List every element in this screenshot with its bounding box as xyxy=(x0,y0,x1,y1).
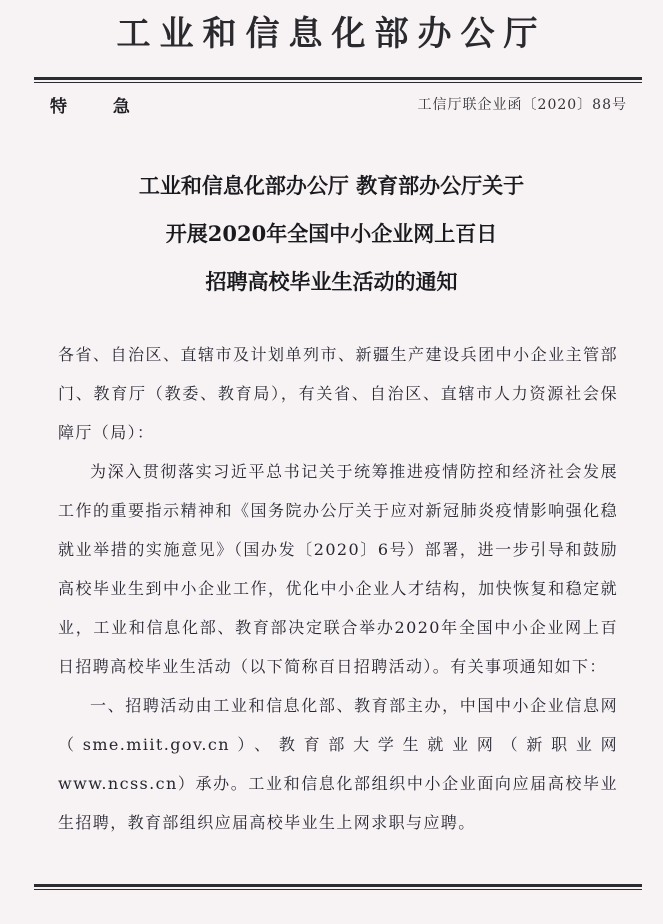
body-paragraph-2: 一、招聘活动由工业和信息化部、教育部主办，中国中小企业信息网（sme.miit.gov.cn）、教育部大学生就业网（新职业网www.ncss.cn）承办。工业和信息化部组织中小企业面向应届高校毕业生招聘，教育部组织应届高校毕业生上网求职与应聘。 xyxy=(58,696,618,832)
document-number: 工信厅联企业函〔2020〕88号 xyxy=(417,97,627,113)
document-body xyxy=(58,335,618,842)
header-divider-rule xyxy=(34,77,642,83)
title-line-1: 工业和信息化部办公厅 教育部办公厅关于 xyxy=(138,173,525,198)
footer-divider-rule xyxy=(34,884,642,890)
addressee-paragraph: 各省、自治区、直辖市及计划单列市、新疆生产建设兵团中小企业主管部门、教育厅（教委、教育局），有关省、自治区、直辖市人力资源社会保障厅（局）： xyxy=(58,345,618,442)
title-line-3: 招聘高校毕业生活动的通知 xyxy=(205,269,458,294)
priority-label: 特 急 xyxy=(50,97,150,117)
issuing-organization-header: 工业和信息化部办公厅 xyxy=(116,14,547,54)
document-title xyxy=(0,162,663,306)
title-line-2: 开展2020年全国中小企业网上百日 xyxy=(165,221,498,246)
body-paragraph-1: 为深入贯彻落实习近平总书记关于统筹推进疫情防控和经济社会发展工作的重要指示精神和《国务院办公厅关于应对新冠肺炎疫情影响强化稳就业举措的实施意见》（国办发〔2020〕6号）部署，进一步引导和鼓励高校毕业生到中小企业工作，优化中小企业人才结构，加快恢复和稳定就业，工业和信息化部、教育部决定联合举办2020年全国中小企业网上百日招聘高校毕业生活动（以下简称百日招聘活动）。有关事项通知如下： xyxy=(58,462,618,676)
